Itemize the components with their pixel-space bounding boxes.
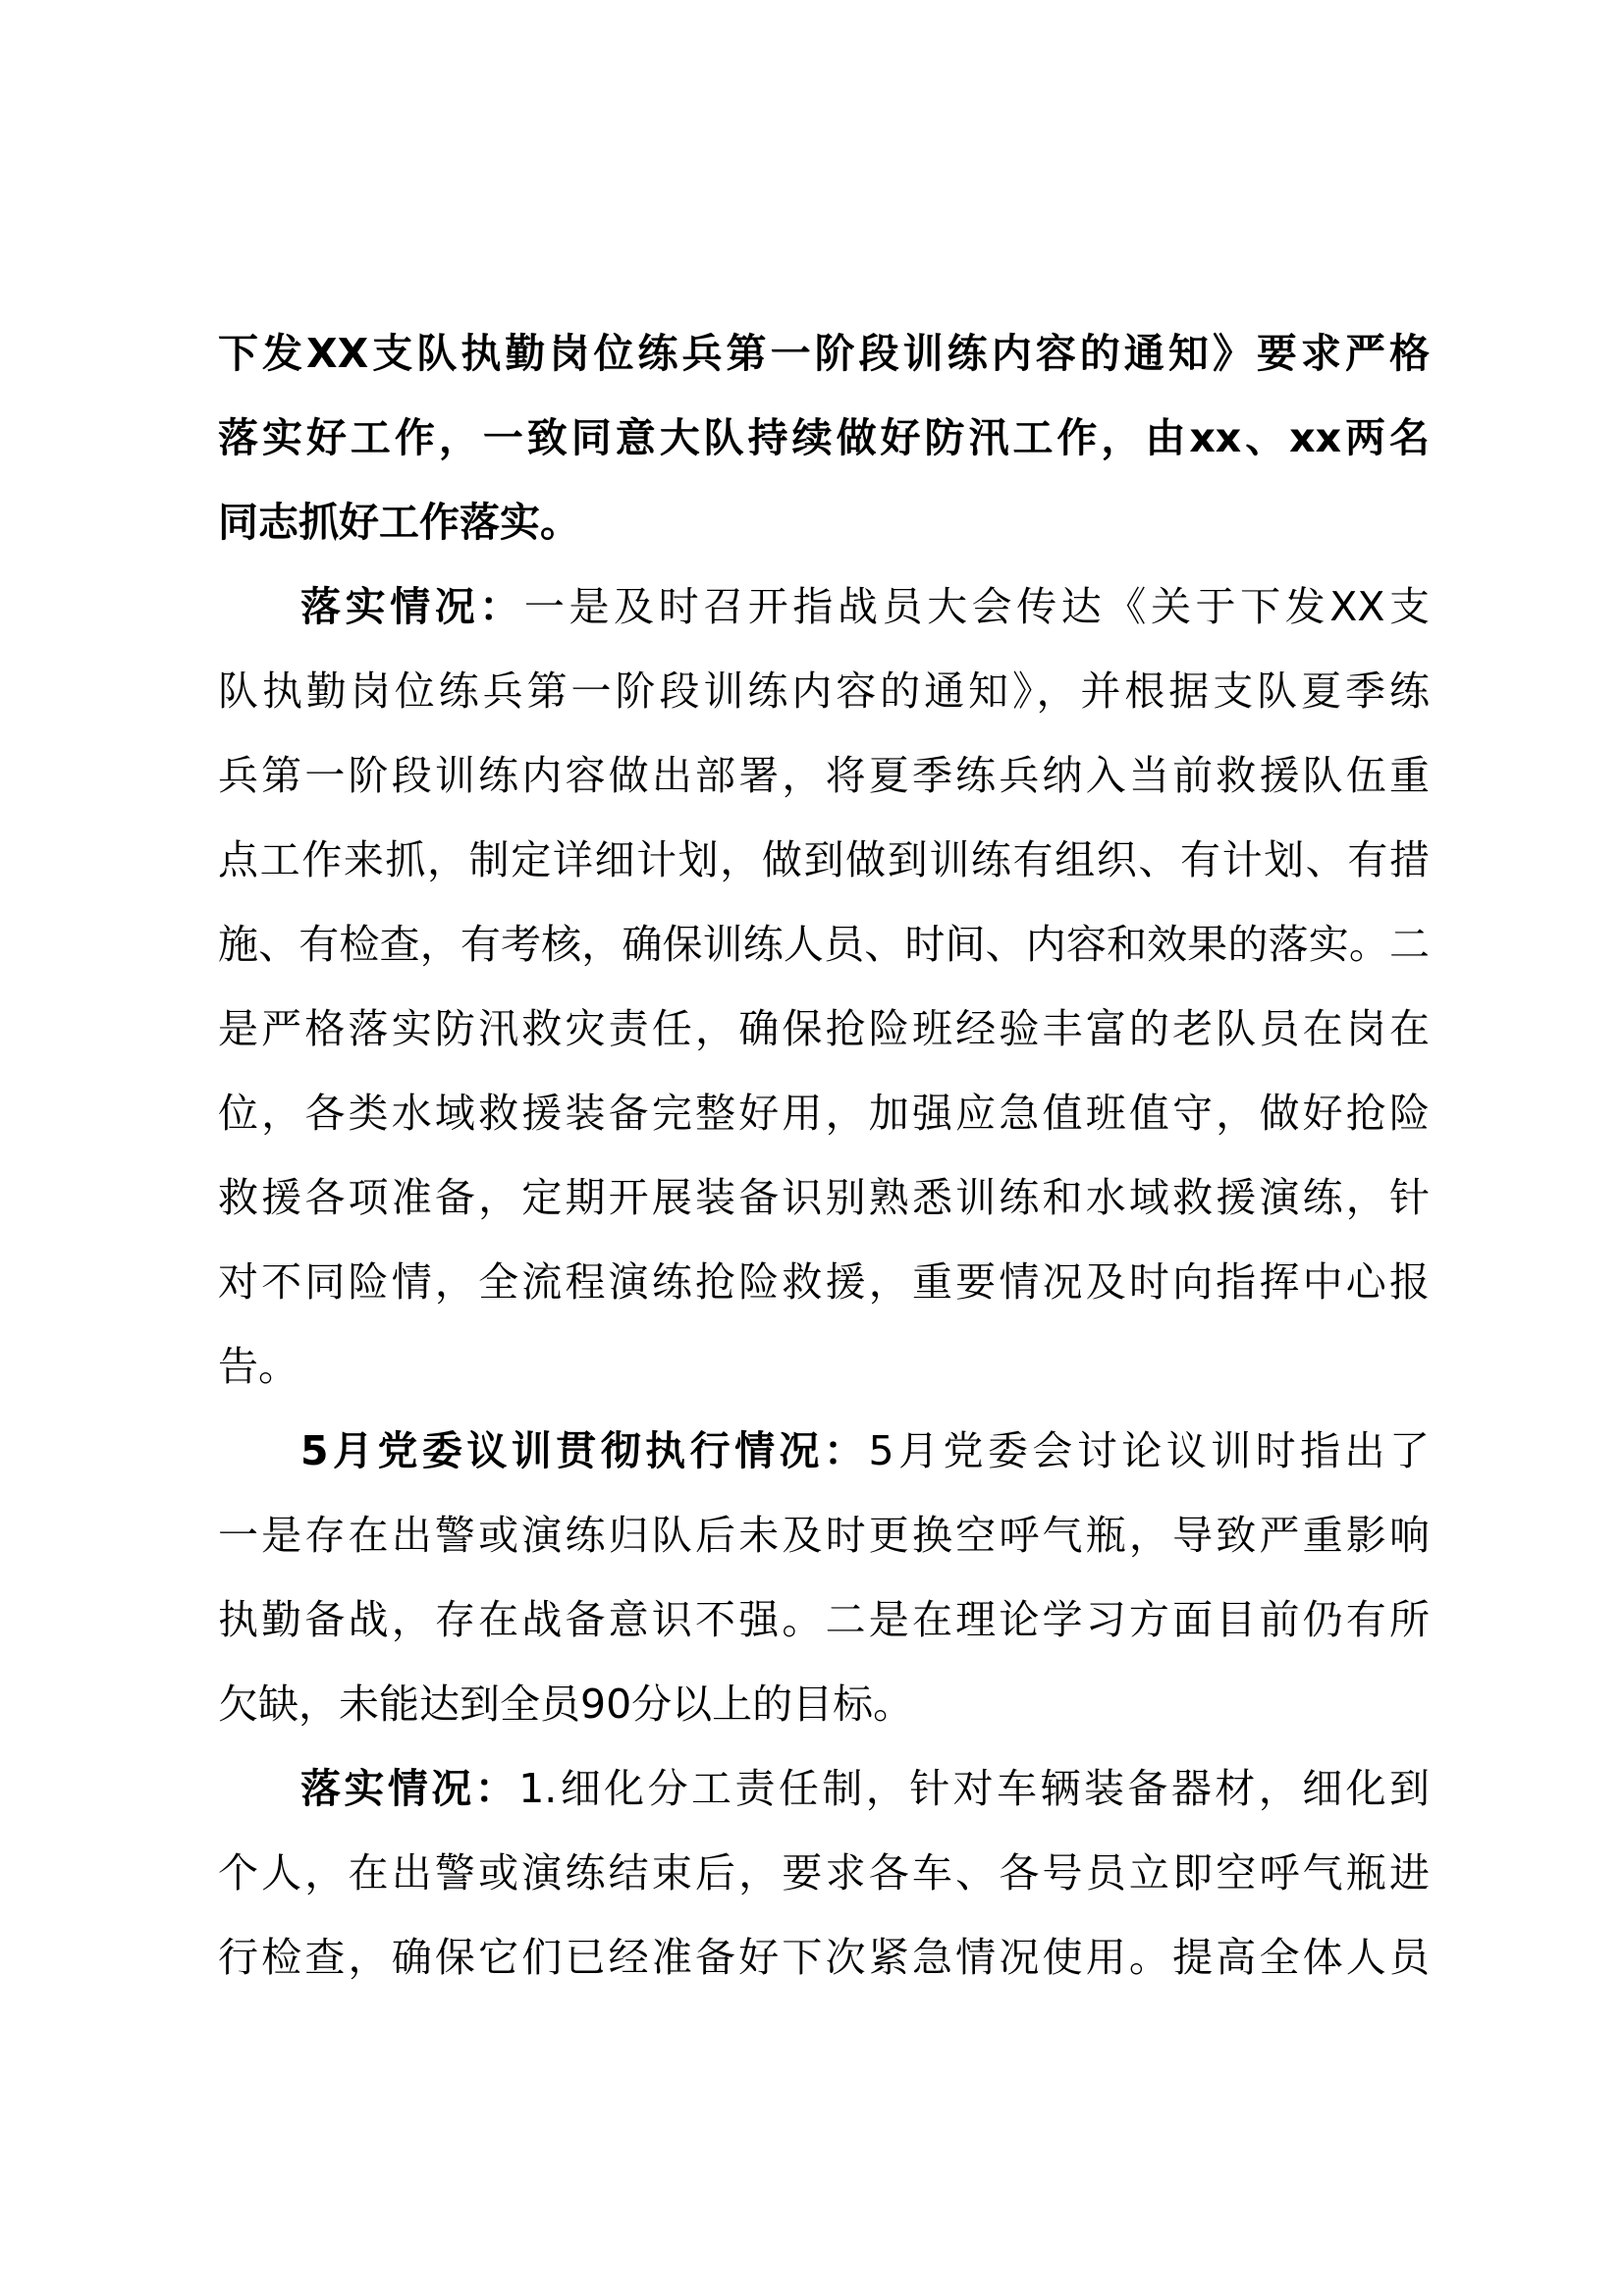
body-text: 5月党委会讨论议训时指出了 xyxy=(868,1427,1430,1474)
paragraph-line xyxy=(218,818,1430,902)
body-text: 对不同险情，全流程演练抢险救援，重要情况及时向指挥中心报 xyxy=(218,1258,1430,1306)
section-label: 落实情况： xyxy=(300,583,524,630)
body-text: 队执勤岗位练兵第一阶段训练内容的通知》，并根据支队夏季练 xyxy=(218,667,1430,715)
section-label: 落实情况： xyxy=(300,1765,519,1812)
body-text: 位，各类水域救援装备完整好用，加强应急值班值守，做好抢险 xyxy=(218,1090,1430,1137)
body-text: 欠缺，未能达到全员90分以上的目标。 xyxy=(218,1681,914,1728)
body-text: 救援各项准备，定期开展装备识别熟悉训练和水域救援演练，针 xyxy=(218,1174,1430,1221)
paragraph-line xyxy=(218,311,1430,396)
paragraph-line xyxy=(218,902,1430,987)
paragraph-line xyxy=(218,1831,1430,1915)
paragraph-line xyxy=(218,733,1430,818)
paragraph-line xyxy=(218,564,1430,649)
body-text: 个人，在出警或演练结束后，要求各车、各号员立即空呼气瓶进 xyxy=(218,1849,1430,1896)
document-body xyxy=(218,311,1430,2000)
paragraph-line xyxy=(218,649,1430,733)
paragraph-line xyxy=(218,480,1430,564)
paragraph-line xyxy=(218,1409,1430,1493)
body-text: 行检查，确保它们已经准备好下次紧急情况使用。提高全体人员 xyxy=(218,1934,1430,1981)
paragraph-line xyxy=(218,987,1430,1071)
body-text: 告。 xyxy=(218,1343,298,1390)
paragraph-line xyxy=(218,1071,1430,1155)
bold-text: 同志抓好工作落实。 xyxy=(218,499,580,546)
body-text: 兵第一阶段训练内容做出部署，将夏季练兵纳入当前救援队伍重 xyxy=(218,752,1430,799)
paragraph-line xyxy=(218,1240,1430,1324)
paragraph-line xyxy=(218,1155,1430,1240)
body-text: 一是存在出警或演练归队后未及时更换空呼气瓶，导致严重影响 xyxy=(218,1512,1430,1559)
paragraph-line xyxy=(218,1662,1430,1746)
paragraph-line xyxy=(218,396,1430,480)
paragraph-line xyxy=(218,1324,1430,1409)
body-text: 是严格落实防汛救灾责任，确保抢险班经验丰富的老队员在岗在 xyxy=(218,1005,1430,1052)
body-text: 点工作来抓，制定详细计划，做到做到训练有组织、有计划、有措 xyxy=(218,836,1430,883)
paragraph-line xyxy=(218,1915,1430,2000)
bold-text: 落实好工作，一致同意大队持续做好防汛工作，由xx、xx两名 xyxy=(218,414,1430,461)
bold-text: 下发XX支队执勤岗位练兵第一阶段训练内容的通知》要求严格 xyxy=(218,330,1430,377)
paragraph-line xyxy=(218,1746,1430,1831)
paragraph-line xyxy=(218,1493,1430,1577)
section-label: 5月党委议训贯彻执行情况： xyxy=(300,1427,869,1474)
body-text: 1.细化分工责任制，针对车辆装备器材，细化到 xyxy=(518,1765,1430,1812)
body-text: 施、有检查，有考核，确保训练人员、时间、内容和效果的落实。二 xyxy=(218,921,1430,968)
body-text: 执勤备战，存在战备意识不强。二是在理论学习方面目前仍有所 xyxy=(218,1596,1430,1643)
body-text: 一是及时召开指战员大会传达《关于下发XX支 xyxy=(523,583,1430,630)
paragraph-line xyxy=(218,1577,1430,1662)
